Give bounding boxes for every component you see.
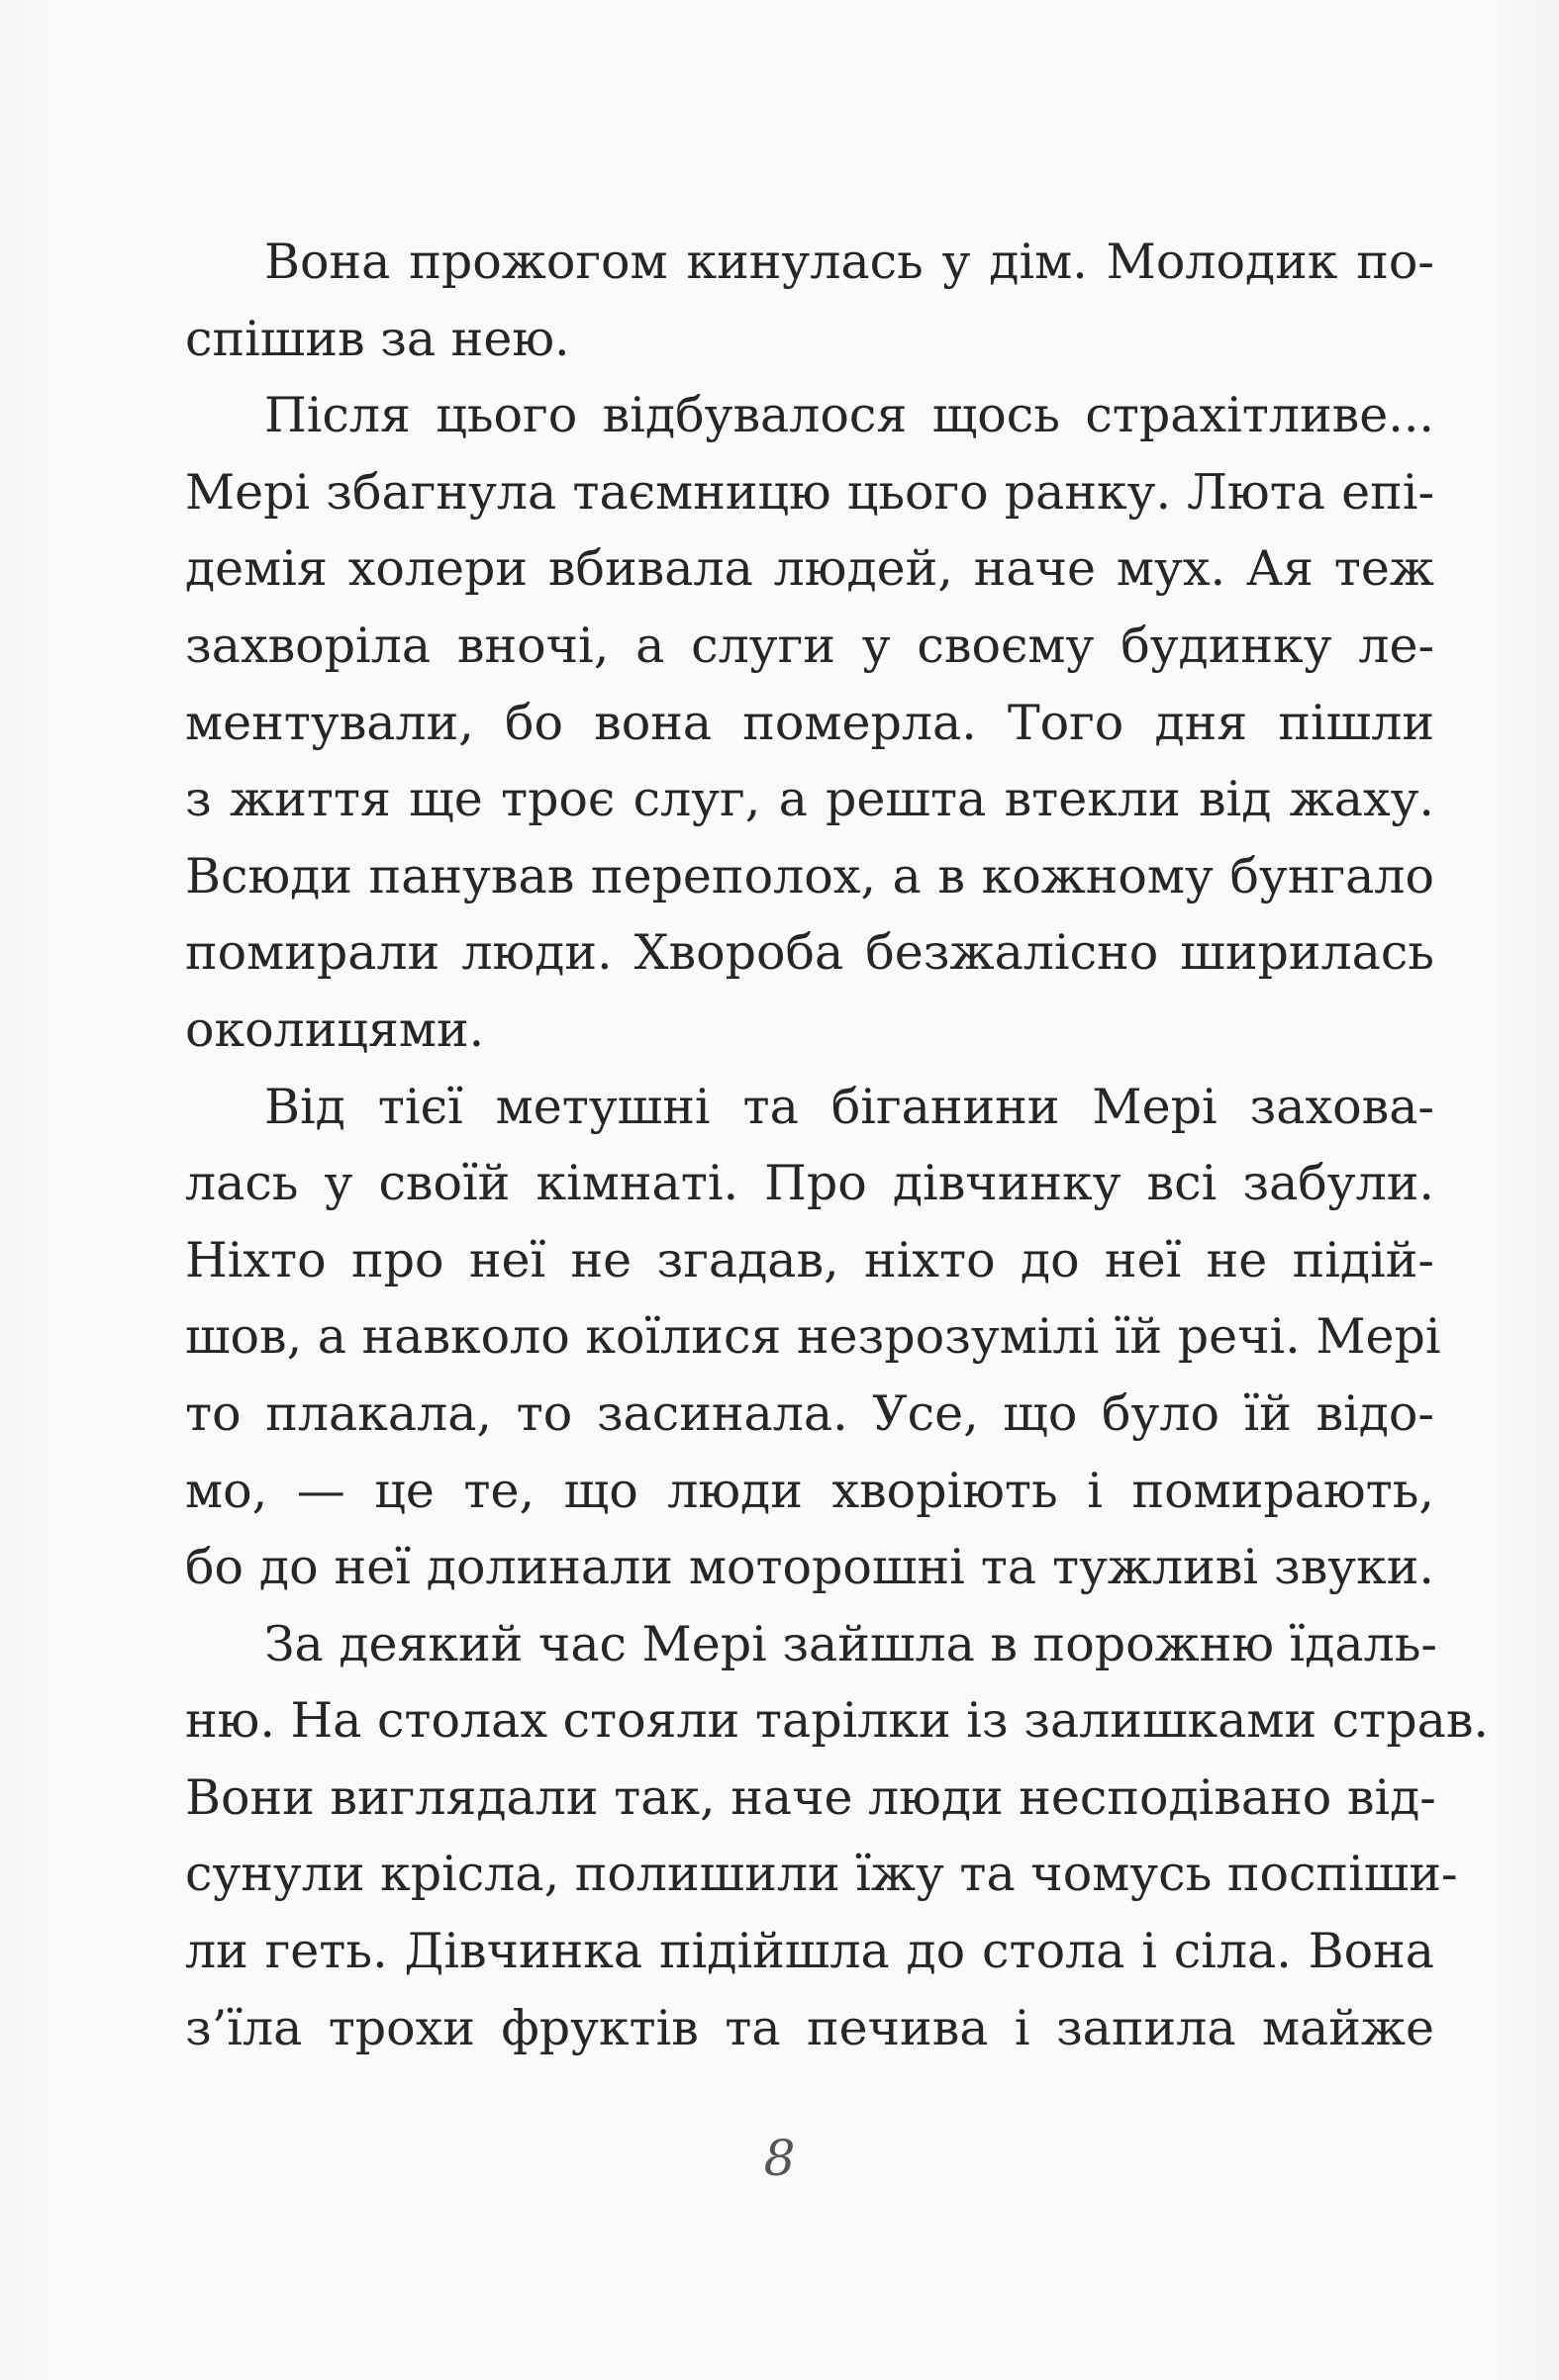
text-line: то плакала, то засинала. Усе, що було їй відо- [185,1384,1434,1442]
body-text [185,224,1489,2066]
text-line: спішив за нею. [185,310,570,367]
text-line: захворіла вночі, а слуги у своєму будинку ле- [185,617,1434,674]
text-line: мо, — це те, що люди хворіють і помирають, [185,1462,1434,1519]
text-line: Мері збагнула таємницю цього ранку. Люта епі- [185,463,1434,521]
text-line: За деякий час Мері зайшла в порожню їдаль- [264,1615,1437,1672]
text-line: Ніхто про неї не згадав, ніхто до неї не підій- [185,1231,1434,1288]
text-line: з життя ще троє слуг, а решта втекли від жаху. [185,771,1434,828]
text-line: околицями. [185,1000,485,1058]
text-line: ню. На столах стояли тарілки із залишками страв. [185,1692,1489,1750]
text-line: Вона прожогом кинулась у дім. Молодик по- [264,234,1434,290]
text-line: шов, а навколо коїлися незрозумілі їй речі. Мері [185,1308,1441,1366]
text-line: з’їла трохи фруктів та печива і запила майже [185,1999,1434,2056]
page-number: 8 [763,2130,796,2187]
text-line: бо до неї долинали моторошні та тужливі звуки. [185,1539,1434,1596]
text-line: Вони виглядали так, наче люди несподівано від- [185,1768,1436,1826]
text-line: демія холери вбивала людей, наче мух. Ая теж [185,540,1434,598]
text-line: ли геть. Дівчинка підійшла до стола і сіла. Вона [185,1923,1434,1980]
text-line: помирали люди. Хвороба безжалісно ширилась [185,924,1434,982]
text-line: сунули крісла, полишили їжу та чомусь поспіши- [185,1846,1458,1903]
text-line: лась у своїй кімнаті. Про дівчинку всі забули. [185,1155,1434,1212]
text-line: Від тієї метушні та біганини Мері захова- [264,1078,1434,1135]
text-line: ментували, бо вона померла. Того дня пішли [185,694,1434,751]
text-line: Після цього відбувалося щось страхітливе... [264,387,1434,444]
text-line: Всюди панував переполох, а в кожному бунгало [185,847,1434,904]
